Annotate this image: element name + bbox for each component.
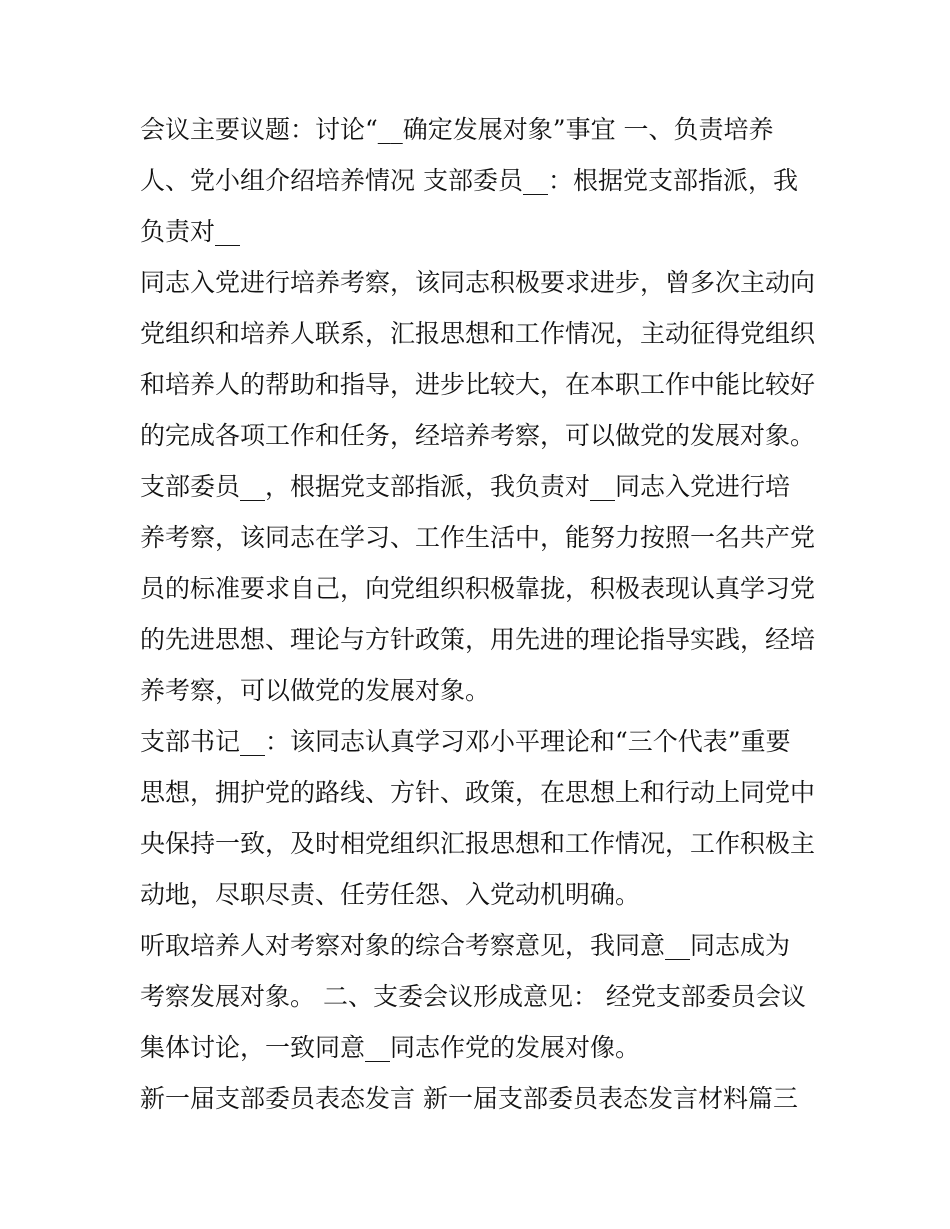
text-line: 员的标准要求自己，向党组织积极靠拢，积极表现认真学习党 xyxy=(140,574,816,603)
text-line: 同志入党进行培养考察，该同志积极要求进步，曾多次主动向 xyxy=(140,268,816,297)
document-body xyxy=(140,104,820,1124)
text-line: 养考察，可以做党的发展对象。 xyxy=(140,676,491,705)
text-line: 党组织和培养人联系，汇报思想和工作情况，主动征得党组织 xyxy=(140,319,816,348)
text-line: 支部书记__：该同志认真学习邓小平理论和“三个代表”重要 xyxy=(140,727,791,756)
text-line: 新一届支部委员表态发言 新一届支部委员表态发言材料篇三 xyxy=(140,1084,798,1113)
text-line: 支部委员__，根据党支部指派，我负责对__同志入党进行培 xyxy=(140,472,791,501)
text-line: 养考察，该同志在学习、工作生活中，能努力按照一名共产党 xyxy=(140,523,816,552)
text-line: 会议主要议题：讨论“__确定发展对象”事宜 一、负责培养 xyxy=(140,115,774,144)
text-line: 人、党小组介绍培养情况 支部委员__：根据党支部指派，我 xyxy=(140,166,798,195)
text-line: 的先进思想、理论与方针政策，用先进的理论指导实践，经培 xyxy=(140,625,816,654)
text-line: 负责对__ xyxy=(140,217,241,246)
text-line: 和培养人的帮助和指导，进步比较大，在本职工作中能比较好 xyxy=(140,370,816,399)
text-line: 听取培养人对考察对象的综合考察意见，我同意__同志成为 xyxy=(140,931,791,960)
text-line: 考察发展对象。 二、支委会议形成意见： 经党支部委员会议 xyxy=(140,982,806,1011)
text-line: 思想，拥护党的路线、方针、政策，在思想上和行动上同党中 xyxy=(140,778,816,807)
text-line: 央保持一致，及时相党组织汇报思想和工作情况，工作积极主 xyxy=(140,829,816,858)
text-line: 动地，尽职尽责、任劳任怨、入党动机明确。 xyxy=(140,880,641,909)
text-line: 集体讨论，一致同意__同志作党的发展对像。 xyxy=(140,1033,641,1062)
text-line: 的完成各项工作和任务，经培养考察，可以做党的发展对象。 xyxy=(140,421,816,450)
